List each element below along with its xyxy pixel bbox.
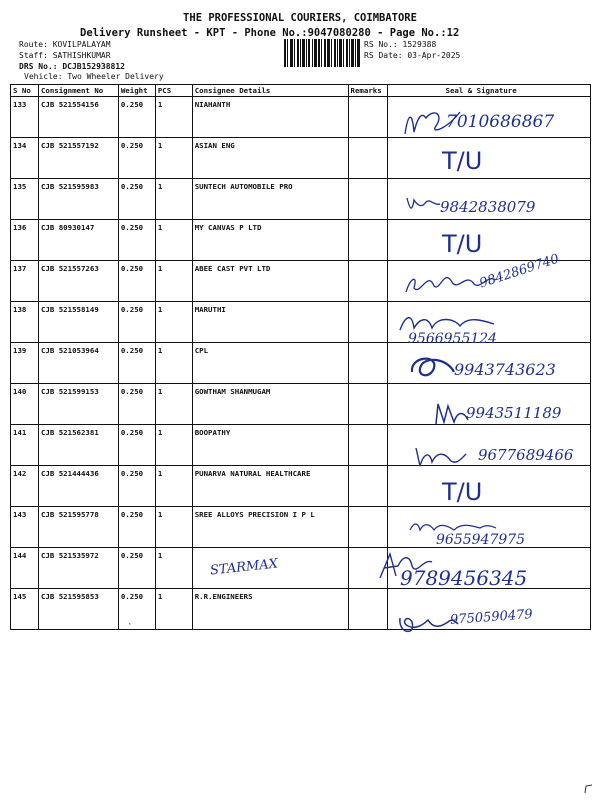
cell-sno: 141 (11, 425, 39, 466)
signature-tu-134: T/U (442, 147, 483, 175)
signature-phone-137: 9842869740 (477, 251, 562, 292)
staff-line (19, 51, 111, 60)
signature-phone-141: 9677689466 (478, 446, 574, 464)
cell-signature (387, 138, 590, 179)
cell-remarks (348, 179, 387, 220)
cell-weight: 0.250 (118, 507, 155, 548)
drs-line (19, 62, 125, 71)
col-remarks: Remarks (348, 85, 387, 97)
drs-value: DCJB152938812 (62, 62, 125, 71)
cell-sno: 144 (11, 548, 39, 589)
col-sno: S No (11, 85, 39, 97)
cell-consignment: CJB 521444436 (38, 466, 118, 507)
route-value: KOVILPALAYAM (52, 40, 111, 49)
cell-pcs: 1 (155, 261, 192, 302)
cell-pcs: 1 (155, 507, 192, 548)
route-line (19, 40, 111, 49)
cell-consignment: CJB 521558149 (38, 302, 118, 343)
cell-consignment: CJB 521557263 (38, 261, 118, 302)
signature-scribble-139 (408, 352, 458, 382)
signature-phone-139: 9943743623 (454, 360, 556, 379)
sheet-subtitle: Delivery Runsheet - KPT - Phone No.:9047080280 - Page No.:12 (80, 27, 460, 39)
col-pcs: PCS (155, 85, 192, 97)
signature-phone-144: 9789456345 (400, 566, 528, 590)
sheet-title: THE PROFESSIONAL COURIERS, COIMBATORE (183, 12, 417, 24)
signature-scribble-141 (412, 444, 468, 470)
cell-consignee: R.R.ENGINEERS (192, 589, 348, 630)
cell-sno: 138 (11, 302, 39, 343)
route-label: Route: (19, 40, 48, 49)
cell-consignment: CJB 521557192 (38, 138, 118, 179)
cell-consignee: MARUTHI (192, 302, 348, 343)
cell-pcs: 1 (155, 343, 192, 384)
cell-weight: 0.250 (118, 343, 155, 384)
rs-date-value: 03-Apr-2025 (407, 51, 461, 60)
corner-mark-icon (583, 784, 593, 794)
rs-no-value: 1529388 (402, 40, 437, 49)
cell-remarks (348, 97, 387, 138)
rs-date-line (364, 51, 460, 60)
cell-sno: 133 (11, 97, 39, 138)
cell-consignee: ABEE CAST PVT LTD (192, 261, 348, 302)
drs-label: DRS No.: (19, 62, 58, 71)
cell-weight: 0.250 (118, 425, 155, 466)
vehicle-value: Two Wheeler Delivery (67, 72, 164, 81)
cell-consignment: CJB 521599153 (38, 384, 118, 425)
cell-sno: 143 (11, 507, 39, 548)
table-row (11, 302, 591, 343)
cell-consignment: CJB 521535972 (38, 548, 118, 589)
cell-consignee: ASIAN ENG (192, 138, 348, 179)
signature-scribble-135 (404, 192, 444, 216)
signature-phone-138: 9566955124 (408, 331, 498, 347)
cell-consignee: MY CANVAS P LTD (192, 220, 348, 261)
cell-remarks (348, 384, 387, 425)
cell-sno: 142 (11, 466, 39, 507)
cell-consignment: CJB 521554156 (38, 97, 118, 138)
cell-remarks (348, 138, 387, 179)
signature-phone-143: 9655947975 (436, 532, 526, 548)
cell-sno: 145 (11, 589, 39, 630)
col-consignee: Consignee Details (192, 85, 348, 97)
table-row (11, 138, 591, 179)
cell-weight: 0.250 (118, 138, 155, 179)
cell-weight: 0.250 (118, 302, 155, 343)
cell-consignee: BOOPATHY (192, 425, 348, 466)
cell-pcs: 1 (155, 179, 192, 220)
staff-label: Staff: (19, 51, 48, 60)
signature-tu-136: T/U (442, 230, 483, 258)
cell-remarks (348, 261, 387, 302)
cell-weight: 0.250 (118, 97, 155, 138)
cell-sno: 135 (11, 179, 39, 220)
cell-weight: 0.250 (118, 548, 155, 589)
cell-remarks (348, 425, 387, 466)
cell-weight: 0.250 (118, 589, 155, 630)
cell-weight: 0.250 (118, 261, 155, 302)
cell-consignment: CJB 521562381 (38, 425, 118, 466)
cell-pcs: 1 (155, 589, 192, 630)
cell-pcs: 1 (155, 302, 192, 343)
cell-consignment: CJB 521595853 (38, 589, 118, 630)
col-weight: Weight (118, 85, 155, 97)
cell-weight: 0.250 (118, 179, 155, 220)
cell-pcs: 1 (155, 548, 192, 589)
barcode-image (284, 39, 360, 67)
cell-consignee: SUNTECH AUTOMOBILE PRO (192, 179, 348, 220)
stray-mark: · (127, 620, 133, 630)
cell-consignee: NIAHANTH (192, 97, 348, 138)
signature-tu-142: T/U (442, 478, 483, 506)
cell-consignee: CPL (192, 343, 348, 384)
cell-sno: 139 (11, 343, 39, 384)
rs-date-label: RS Date: (364, 51, 403, 60)
cell-pcs: 1 (155, 138, 192, 179)
signature-phone-133: 7010686867 (446, 112, 555, 132)
vehicle-line (24, 72, 164, 81)
rs-no-label: RS No.: (364, 40, 398, 49)
cell-consignee: PUNARVA NATURAL HEALTHCARE (192, 466, 348, 507)
cell-sno: 134 (11, 138, 39, 179)
col-consignment: Consignment No (38, 85, 118, 97)
table-row (11, 220, 591, 261)
signature-phone-140: 9943511189 (466, 404, 562, 422)
cell-pcs: 1 (155, 384, 192, 425)
cell-signature (387, 466, 590, 507)
cell-weight: 0.250 (118, 220, 155, 261)
cell-weight: 0.250 (118, 466, 155, 507)
cell-pcs: 1 (155, 425, 192, 466)
handwritten-remark-144: STARMAX (209, 556, 279, 579)
rs-no-line (364, 40, 436, 49)
cell-sno: 140 (11, 384, 39, 425)
table-row (11, 466, 591, 507)
cell-weight: 0.250 (118, 384, 155, 425)
cell-consignment: CJB 80930147 (38, 220, 118, 261)
signature-phone-145: 9750590479 (449, 607, 534, 628)
cell-pcs: 1 (155, 220, 192, 261)
cell-consignee: GOWTHAM SHANMUGAM (192, 384, 348, 425)
cell-remarks (348, 589, 387, 630)
cell-remarks (348, 220, 387, 261)
signature-phone-135: 9842838079 (440, 198, 536, 216)
cell-sno: 136 (11, 220, 39, 261)
cell-consignment: CJB 521595778 (38, 507, 118, 548)
runsheet-table (10, 84, 591, 630)
cell-consignee: SREE ALLOYS PRECISION I P L (192, 507, 348, 548)
cell-consignment: CJB 521053964 (38, 343, 118, 384)
cell-pcs: 1 (155, 466, 192, 507)
cell-remarks (348, 466, 387, 507)
cell-remarks (348, 302, 387, 343)
cell-remarks (348, 507, 387, 548)
table-header-row (11, 85, 591, 97)
cell-pcs: 1 (155, 97, 192, 138)
cell-remarks (348, 343, 387, 384)
cell-consignment: CJB 521595983 (38, 179, 118, 220)
staff-value: SATHISHKUMAR (52, 51, 111, 60)
cell-sno: 137 (11, 261, 39, 302)
col-signature: Seal & Signature (387, 85, 590, 97)
cell-signature (387, 220, 590, 261)
vehicle-label: Vehicle: (24, 72, 63, 81)
